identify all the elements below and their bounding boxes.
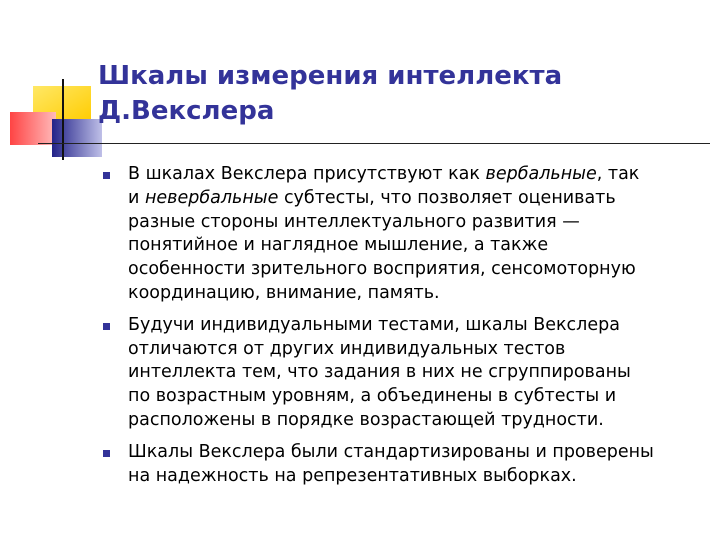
bullet-1-line-2-pre: и: [128, 187, 145, 208]
slide-title: [98, 59, 698, 129]
decorative-squares-graphic: [0, 0, 110, 170]
bullet-1-line-4: понятийное и наглядное мышление, а также: [128, 235, 549, 256]
bullet-2-line-4: по возрастным уровням, а объединены в субтесты и: [128, 386, 617, 407]
bullet-1-line-2: [128, 187, 710, 211]
bullet-2-line-2: отличаются от других индивидуальных тестов: [128, 338, 566, 359]
bullet-2-line-1: Будучи индивидуальными тестами, шкалы Векслера: [128, 314, 620, 335]
bullet-square-icon: [103, 323, 110, 330]
bullet-3-line-2: на надежность на репрезентативных выборках.: [128, 465, 577, 486]
bullet-square-icon: [103, 172, 110, 179]
bullet-1-line-2-italic: невербальные: [144, 187, 279, 208]
bullet-1-line-1-post: , так: [596, 164, 640, 184]
bullet-item-3: [98, 441, 710, 489]
bullet-1-line-1-italic: вербальные: [485, 164, 597, 184]
title-line-2: Д.Векслера: [98, 96, 275, 126]
bullet-1-line-1: [128, 163, 710, 187]
bullet-1-line-3: разные стороны интеллектуального развития —: [128, 211, 580, 232]
deco-blue-square: [52, 119, 102, 157]
bullet-1-line-6: координацию, внимание, память.: [128, 282, 440, 303]
title-divider: [38, 143, 710, 144]
bullet-2-line-5: расположены в порядке возрастающей трудности.: [128, 409, 604, 430]
bullet-1-line-2-post: субтесты, что позволяет оценивать: [278, 187, 616, 208]
bullet-item-2: [98, 314, 710, 433]
bullet-2-line-3: интеллекта тем, что задания в них не сгруппированы: [128, 362, 631, 383]
bullet-list: [98, 163, 710, 496]
bullet-1-line-1-pre: В шкалах Векслера присутствуют как: [128, 164, 486, 184]
bullet-item-1: [98, 163, 710, 306]
bullet-1-line-5: особенности зрительного восприятия, сенсомоторную: [128, 259, 636, 280]
deco-red-square: [10, 112, 56, 145]
bullet-square-icon: [103, 450, 110, 457]
title-line-1: Шкалы измерения интеллекта: [98, 61, 563, 91]
deco-vertical-line: [62, 79, 64, 160]
bullet-3-line-1: Шкалы Векслера были стандартизированы и проверены: [128, 441, 654, 462]
